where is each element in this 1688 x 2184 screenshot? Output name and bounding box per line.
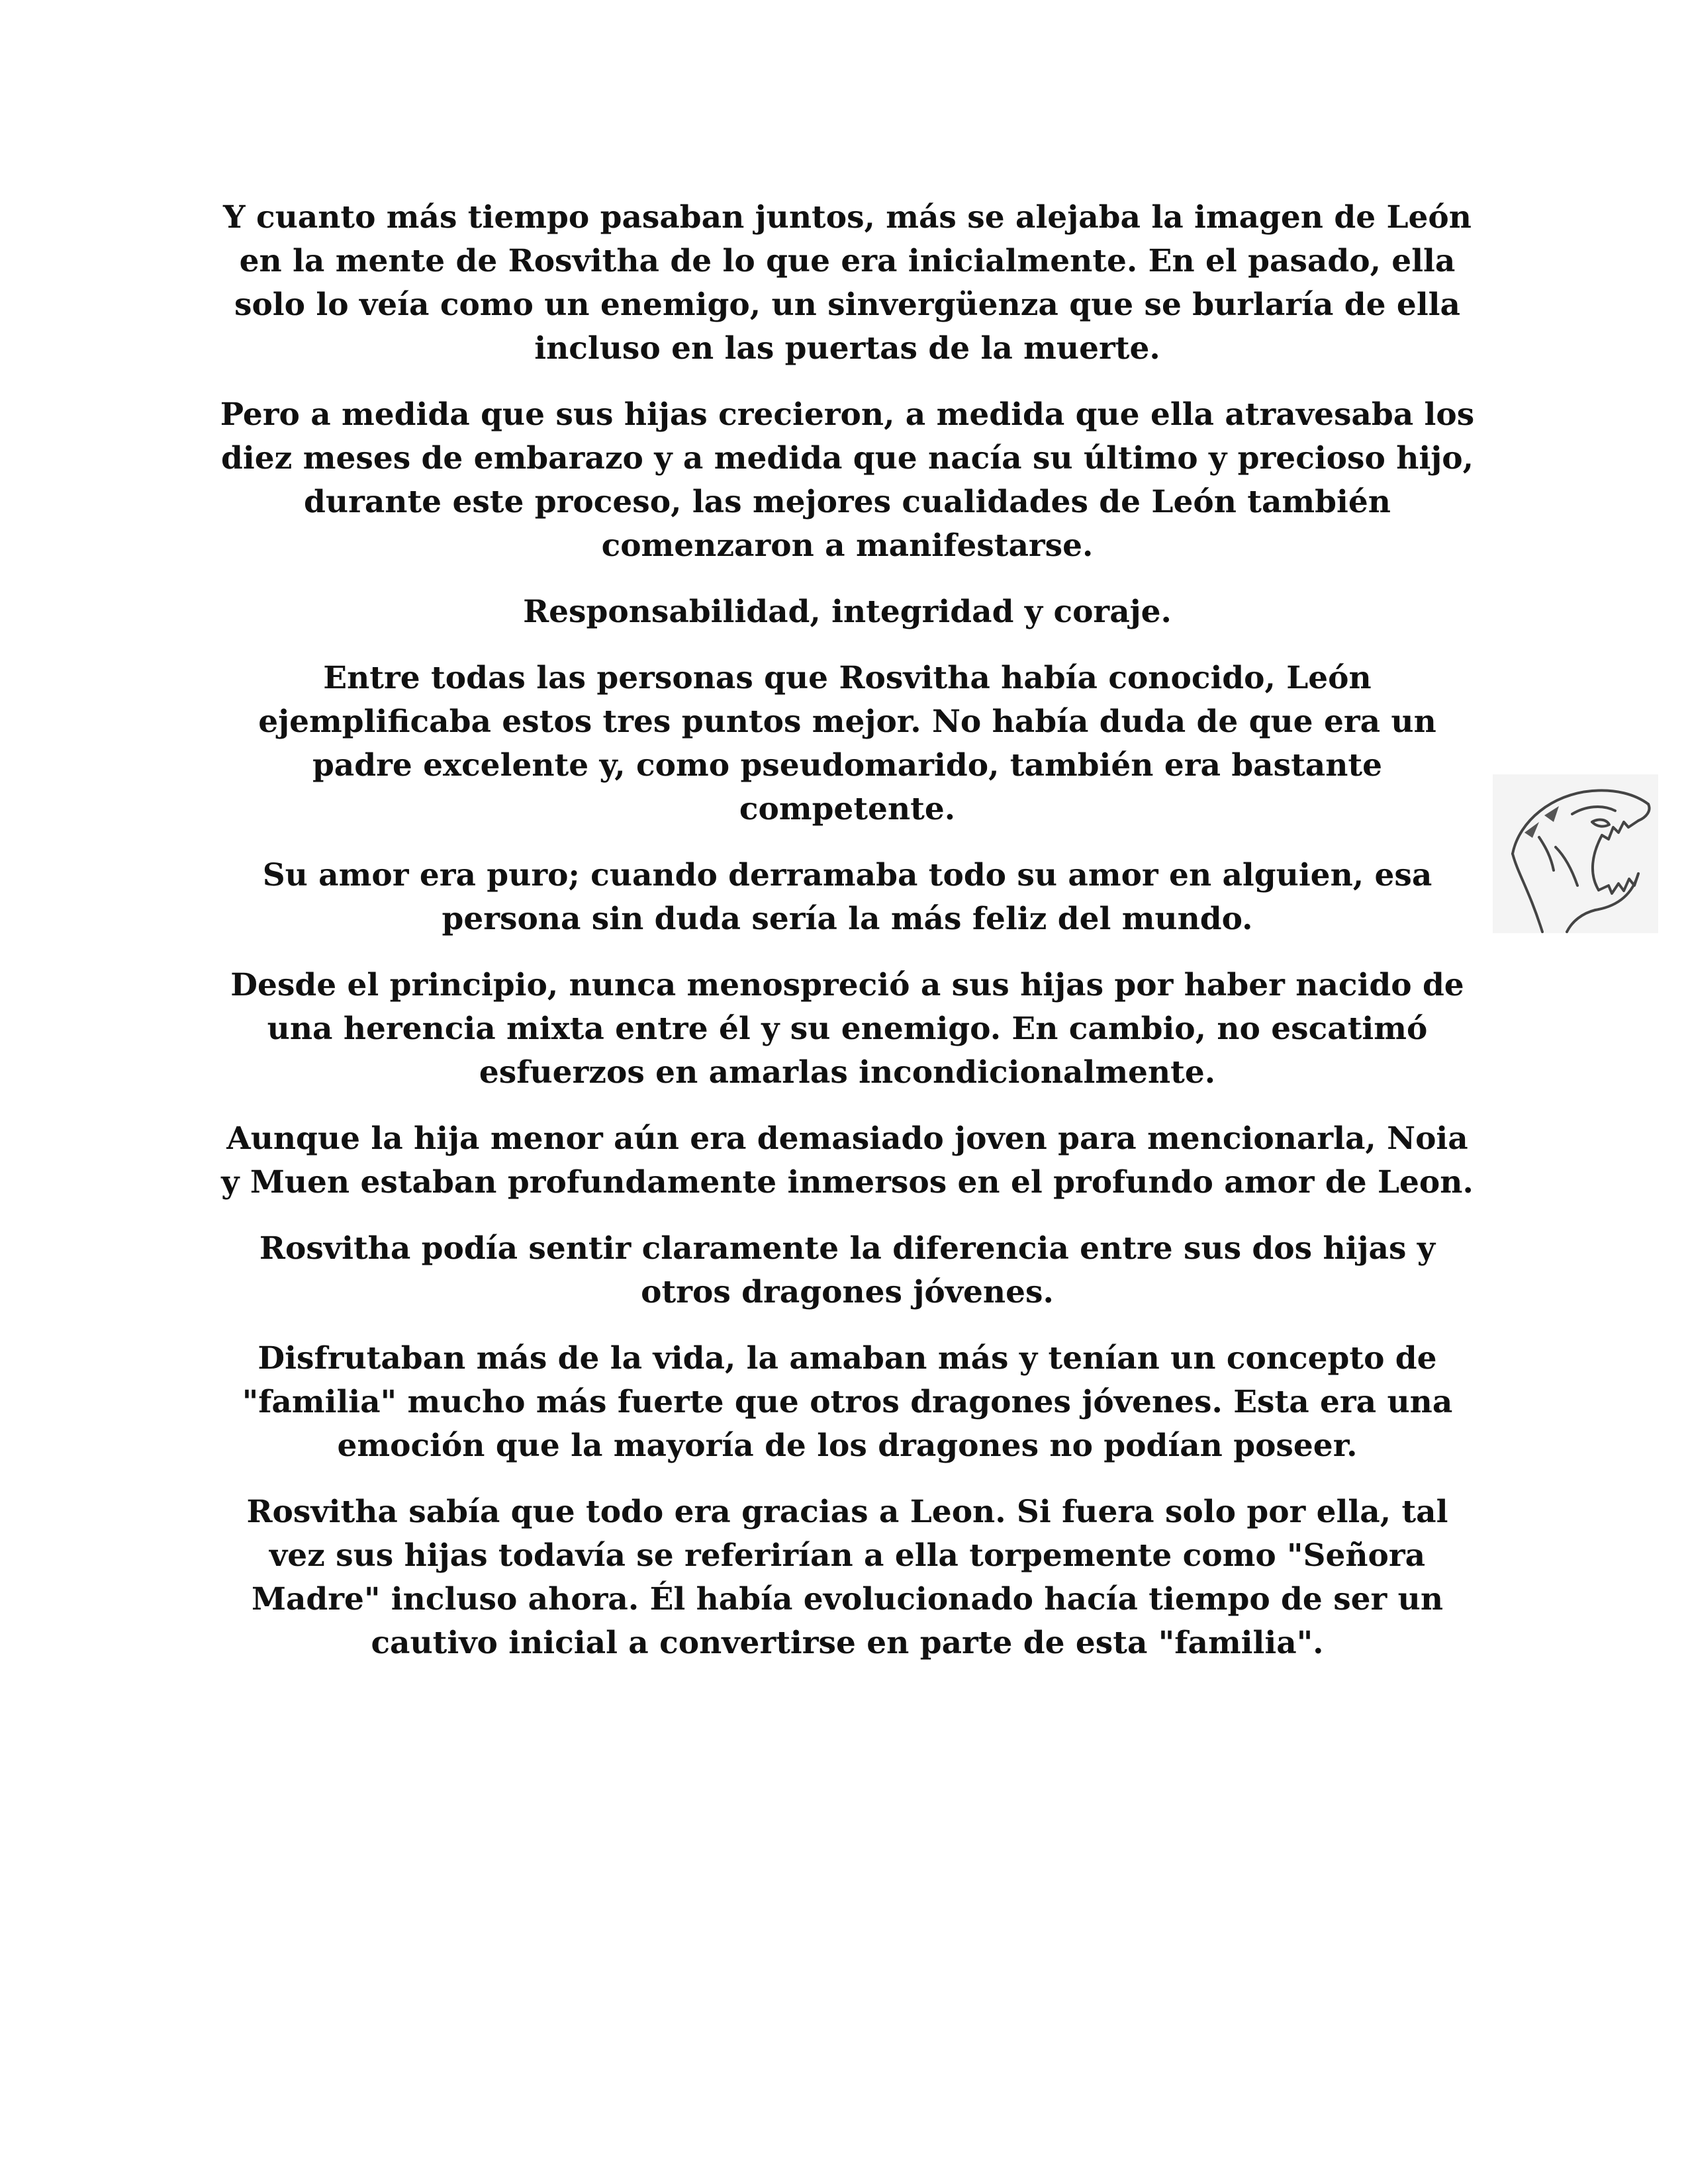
paragraph-8: Rosvitha podía sentir claramente la diferencia entre sus dos hijas y otros dragones jóvenes. [259,1230,1436,1310]
paragraph-5: Su amor era puro; cuando derramaba todo su amor en alguien, esa persona sin duda sería la más feliz del mundo. [262,857,1432,937]
paragraph-1: Y cuanto más tiempo pasaban juntos, más se alejaba la imagen de León en la mente de Rosvitha de lo que era inicialmente. En el pasado, ella solo lo veía como un enemigo, un sinvergüenza que se burlaría de ella incluso en las puertas de la muerte. [223,199,1472,367]
paragraph-3: Responsabilidad, integridad y coraje. [523,594,1172,630]
paragraph-7: Aunque la hija menor aún era demasiado joven para mencionarla, Noia y Muen estaban profundamente inmersos en el profundo amor de Leon. [221,1120,1474,1201]
paragraph-9: Disfrutaban más de la vida, la amaban más y tenían un concepto de "familia" mucho más fuerte que otros dragones jóvenes. Esta era una emoción que la mayoría de los dragones no podían poseer. [242,1340,1453,1464]
paragraph-2: Pero a medida que sus hijas crecieron, a medida que ella atravesaba los diez meses de embarazo y a medida que nacía su último y precioso hijo, durante este proceso, las mejores cualidades de León también comenzaron a manifestarse. [220,396,1475,564]
paragraph-6: Desde el principio, nunca menospreció a sus hijas por haber nacido de una herencia mixta entre él y su enemigo. En cambio, no escatimó esfuerzos en amarlas incondicionalmente. [230,967,1464,1091]
paragraph-10: Rosvitha sabía que todo era gracias a Leon. Si fuera solo por ella, tal vez sus hijas todavía se referirían a ella torpemente como "Señora Madre" incluso ahora. Él había evolucionado hacía tiempo de ser un cautivo inicial a convertirse en parte de esta "familia". [246,1494,1448,1661]
body-text [218,196,1476,1688]
paragraph-4: Entre todas las personas que Rosvitha había conocido, León ejemplificaba estos tres puntos mejor. No había duda de que era un padre excelente y, como pseudomarido, también era bastante competente. [258,660,1436,827]
dragon-head-icon [1493,774,1658,933]
